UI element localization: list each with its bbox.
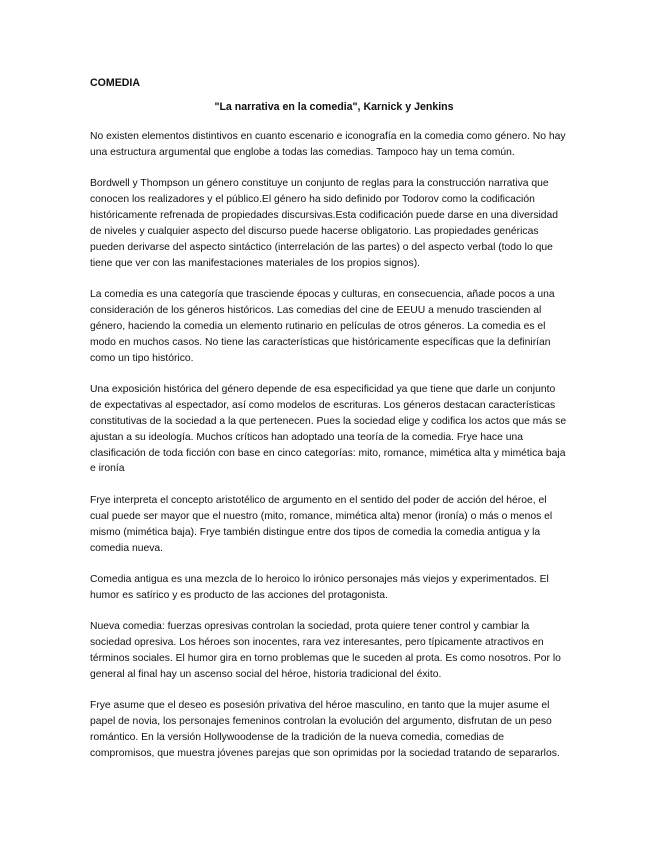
paragraph-3: La comedia es una categoría que trasciende épocas y culturas, en consecuencia, añade pocos a una consideración de los géneros históricos. Las comedias del cine de EEUU a menudo trascienden al género, haciendo la comedia un elemento rutinario en películas de otros géneros. La comedia es el modo en muchos casos. No tiene las características que históricamente específicas que la definirían como un tipo histórico. xyxy=(90,289,555,364)
paragraph-2: Bordwell y Thompson un género constituye un conjunto de reglas para la construcción narrativa que conocen los realizadores y el público.El género ha sido definido por Todorov como la codificación históricamente refrenada de propiedades discursivas.Esta codificación puede darse en una diversidad de niveles y cualquier aspecto del discurso puede hacerse obligatorio. Las propiedades genéricas pueden derivarse del aspecto sintáctico (interrelación de las partes) o del aspecto verbal (todo lo que tiene que ver con las manifestaciones materiales de los propios signos). xyxy=(90,178,559,269)
document-subtitle: "La narrativa en la comedia", Karnick y Jenkins xyxy=(214,101,454,113)
document-body xyxy=(90,76,568,777)
paragraph-7: Nueva comedia: fuerzas opresivas controlan la sociedad, prota quiere tener control y cambiar la sociedad opresiva. Los héroes son inocentes, rara vez interesantes, pero típicamente atractivos en términos sociales. El humor gira en torno problemas que le suceden al prota. Es como nosotros. Por lo general al final hay un ascenso social del héroe, historia tradicional del éxito. xyxy=(90,621,561,680)
document-heading: COMEDIA xyxy=(90,77,141,89)
paragraph-1: No existen elementos distintivos en cuanto escenario e iconografía en la comedia como género. No hay una estructura argumental que englobe a todas las comedias. Tampoco hay un tema común. xyxy=(90,131,566,158)
paragraph-5: Frye interpreta el concepto aristotélico de argumento en el sentido del poder de acción del héroe, el cual puede ser mayor que el nuestro (mito, romance, mimética alta) menor (ironía) o más o menos el mismo (mimética baja). Frye también distingue entre dos tipos de comedia la comedia antigua y la comedia nueva. xyxy=(90,494,553,554)
paragraph-4: Una exposición histórica del género depende de esa especificidad ya que tiene que darle un conjunto de expectativas al espectador, así como modelos de escrituras. Los géneros destacan características constitutivas de la sociedad a la que pertenecen. Pues la sociedad elige y codifica los actos que más se ajustan a su ideología. Muchos críticos han adoptado una teoría de la comedia. Frye hace una clasificación de toda ficción con base en cinco categorías: mito, romance, mimética alta y mimética baja e ironía xyxy=(90,383,567,475)
paragraph-6: Comedia antigua es una mezcla de lo heroico lo irónico personajes más viejos y experimentados. El humor es satírico y es producto de las acciones del protagonista. xyxy=(90,573,549,601)
paragraph-8: Frye asume que el deseo es posesión privativa del héroe masculino, en tanto que la mujer asume el papel de novia, los personajes femeninos controlan la evolución del argumento, disfrutan de un peso romántico. En la versión Hollywoodense de la tradición de la nueva comedia, comedias de compromisos, que muestra jóvenes parejas que son oprimidas por la sociedad tratando de separarlos. xyxy=(90,700,560,759)
